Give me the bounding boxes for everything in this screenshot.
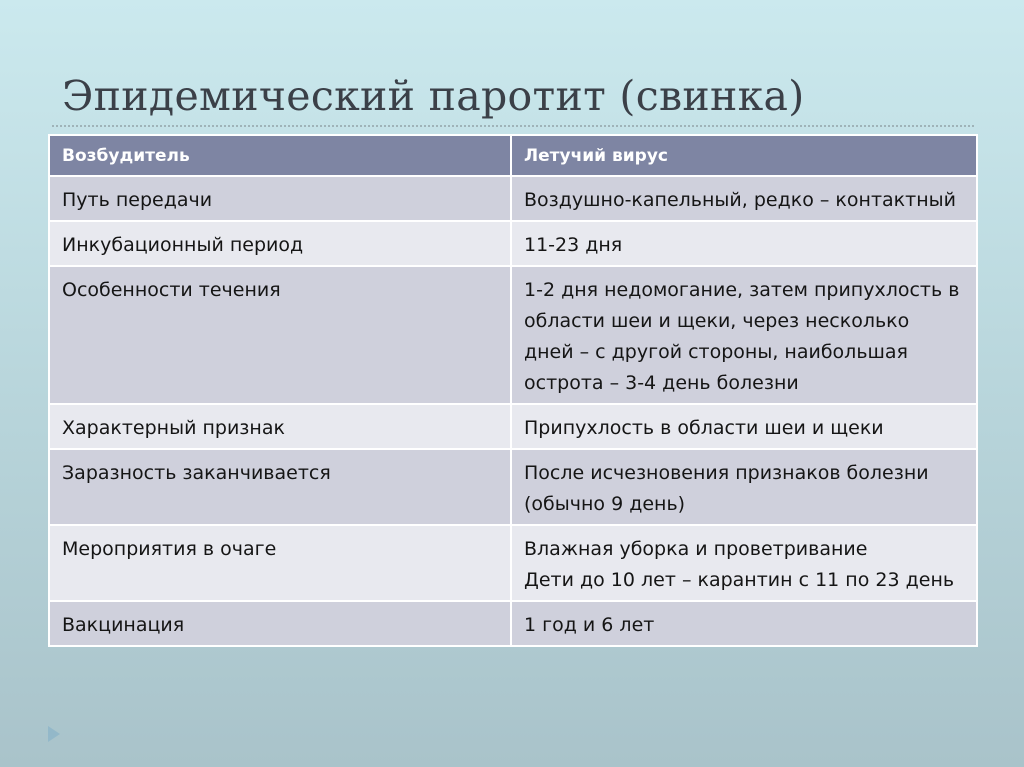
slide-title: Эпидемический паротит (свинка) bbox=[62, 72, 805, 120]
row-label: Характерный признак bbox=[49, 404, 511, 449]
table-row bbox=[49, 449, 977, 525]
row-label: Заразность заканчивается bbox=[49, 449, 511, 525]
title-divider bbox=[52, 125, 974, 127]
row-value: Припухлость в области шеи и щеки bbox=[511, 404, 977, 449]
header-cell-label: Возбудитель bbox=[49, 135, 511, 176]
row-label: Путь передачи bbox=[49, 176, 511, 221]
table-row bbox=[49, 601, 977, 646]
row-value: 1-2 дня недомогание, затем припухлость в области шеи и щеки, через несколько дней – с другой стороны, наибольшая острота – 3-4 день болезни bbox=[511, 266, 977, 404]
row-value: Влажная уборка и проветривание Дети до 10 лет – карантин с 11 по 23 день bbox=[511, 525, 977, 601]
row-label: Вакцинация bbox=[49, 601, 511, 646]
table-row bbox=[49, 176, 977, 221]
table-row bbox=[49, 404, 977, 449]
table-header-row bbox=[49, 135, 977, 176]
play-triangle-icon[interactable] bbox=[48, 726, 60, 742]
table-row bbox=[49, 221, 977, 266]
row-value: После исчезновения признаков болезни (обычно 9 день) bbox=[511, 449, 977, 525]
info-table bbox=[48, 134, 978, 647]
row-value: 11-23 дня bbox=[511, 221, 977, 266]
row-label: Мероприятия в очаге bbox=[49, 525, 511, 601]
row-value: Воздушно-капельный, редко – контактный bbox=[511, 176, 977, 221]
row-value: 1 год и 6 лет bbox=[511, 601, 977, 646]
header-cell-value: Летучий вирус bbox=[511, 135, 977, 176]
row-label: Инкубационный период bbox=[49, 221, 511, 266]
table-row bbox=[49, 266, 977, 404]
row-label: Особенности течения bbox=[49, 266, 511, 404]
table-row bbox=[49, 525, 977, 601]
